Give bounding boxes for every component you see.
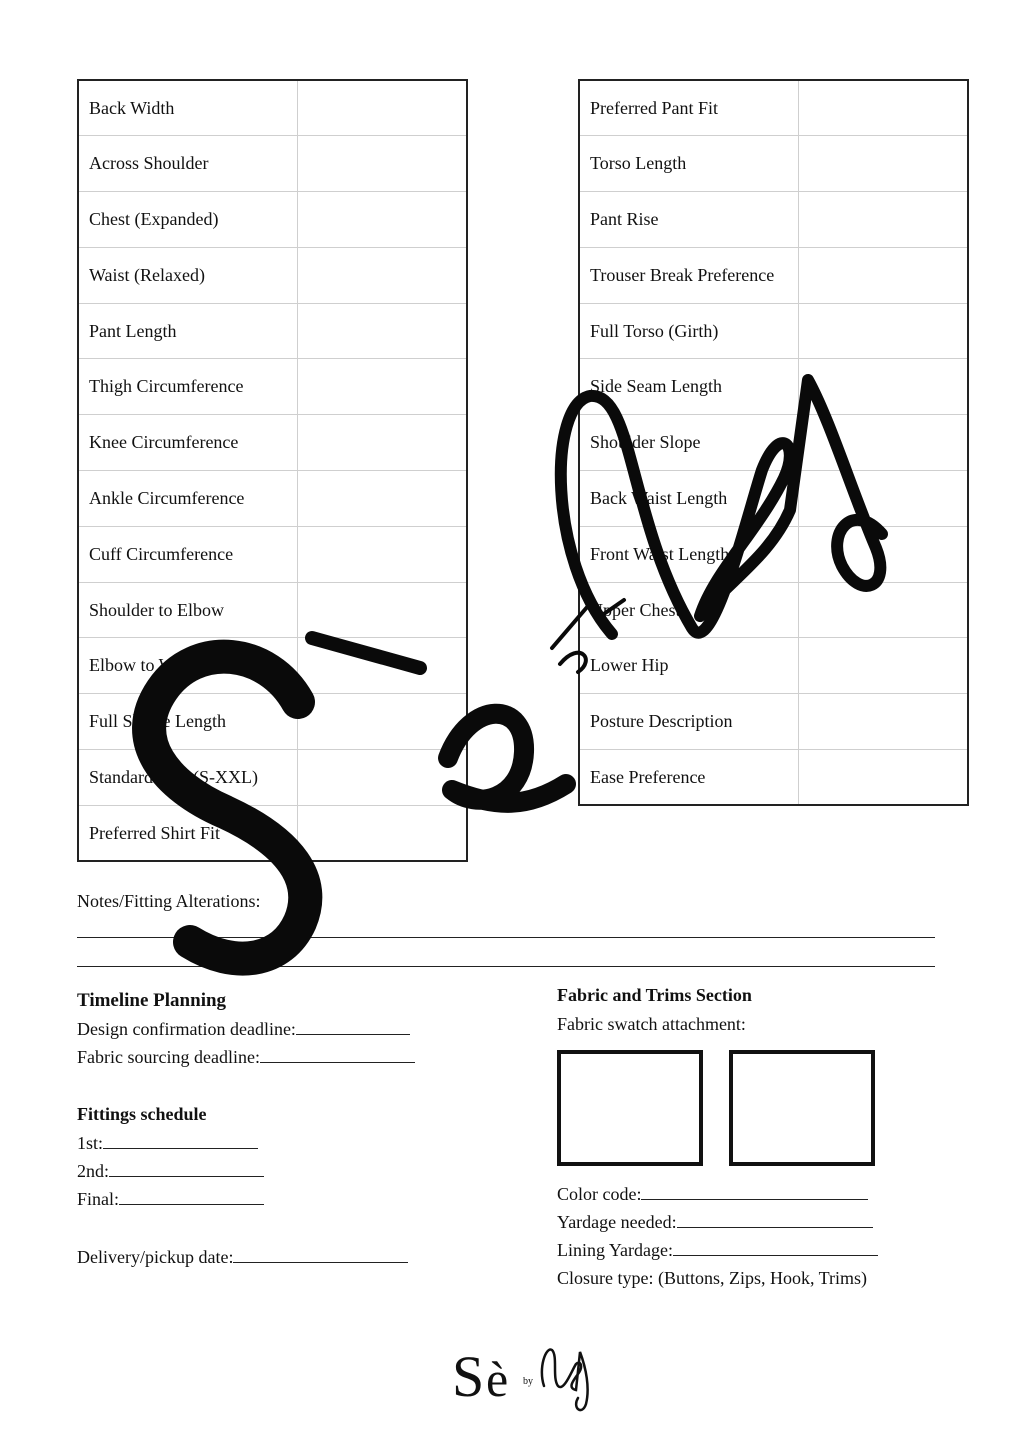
measurement-right-value-cell[interactable] bbox=[798, 750, 968, 806]
measurement-right-label: Ease Preference bbox=[590, 766, 706, 787]
measurement-right-label: Pant Rise bbox=[579, 192, 798, 248]
measurement-left-label: Knee Circumference bbox=[78, 415, 297, 471]
measurement-left-value-cell[interactable] bbox=[297, 750, 467, 806]
fitting-second-label: 2nd: bbox=[77, 1161, 110, 1181]
measurement-left-row bbox=[78, 303, 467, 359]
yardage-field[interactable] bbox=[677, 1212, 873, 1228]
measurement-right-row bbox=[579, 247, 968, 303]
measurement-right-value-cell[interactable] bbox=[798, 471, 968, 527]
fitting-first-row bbox=[77, 1133, 258, 1154]
fabric-title: Fabric and Trims Section bbox=[557, 985, 752, 1005]
svg-text:by: by bbox=[523, 1376, 533, 1387]
fitting-second-field[interactable] bbox=[109, 1161, 264, 1177]
delivery-field[interactable] bbox=[233, 1247, 408, 1263]
measurement-left-row bbox=[78, 638, 467, 694]
measurement-left-value-cell[interactable] bbox=[297, 471, 467, 527]
measurement-left-value-cell[interactable] bbox=[297, 638, 467, 694]
measurement-left-value-cell[interactable] bbox=[297, 694, 467, 750]
measurement-right-label: Lower Hip bbox=[579, 638, 798, 694]
lining-field[interactable] bbox=[673, 1240, 878, 1256]
measurement-left-label: Ankle Circumference bbox=[78, 471, 297, 527]
fittings-title: Fittings schedule bbox=[77, 1104, 207, 1124]
measurement-right-value-cell[interactable] bbox=[798, 192, 968, 248]
fabric-sourcing-label: Fabric sourcing deadline: bbox=[77, 1047, 260, 1067]
fitting-first-field[interactable] bbox=[103, 1133, 258, 1149]
measurement-left-value-cell[interactable] bbox=[297, 805, 467, 861]
measurement-right-label: Upper Chest bbox=[579, 582, 798, 638]
fitting-first-label: 1st: bbox=[77, 1133, 104, 1153]
design-confirmation-field[interactable] bbox=[296, 1019, 410, 1035]
fabric-sourcing-row bbox=[77, 1047, 415, 1068]
measurement-right-value-cell[interactable] bbox=[798, 359, 968, 415]
fitting-final-label: Final: bbox=[77, 1189, 120, 1209]
measurement-table-left bbox=[77, 79, 468, 862]
design-confirmation-label: Design confirmation deadline: bbox=[77, 1019, 296, 1039]
measurement-left-label: Preferred Shirt Fit bbox=[89, 822, 220, 843]
measurement-right-label: Side Seam Length bbox=[579, 359, 798, 415]
measurement-right-value-cell[interactable] bbox=[798, 303, 968, 359]
measurement-left-row bbox=[78, 526, 467, 582]
measurement-left-row bbox=[78, 694, 467, 750]
measurement-right-value-cell[interactable] bbox=[798, 526, 968, 582]
measurement-right-value-cell[interactable] bbox=[798, 694, 968, 750]
measurement-left-label: Waist (Relaxed) bbox=[78, 247, 297, 303]
fabric-sourcing-field[interactable] bbox=[260, 1047, 415, 1063]
measurement-left-value-cell[interactable] bbox=[297, 415, 467, 471]
color-code-row bbox=[557, 1184, 868, 1205]
measurement-left-row bbox=[78, 192, 467, 248]
measurement-right-value-cell[interactable] bbox=[798, 247, 968, 303]
measurement-left-row bbox=[78, 471, 467, 527]
measurement-left-label: Back Width bbox=[78, 80, 297, 136]
measurement-left-row bbox=[78, 415, 467, 471]
timeline-title: Timeline Planning bbox=[77, 990, 227, 1011]
measurement-left-value-cell[interactable] bbox=[297, 136, 467, 192]
measurement-right-value-cell[interactable] bbox=[798, 415, 968, 471]
measurement-left-row bbox=[78, 582, 467, 638]
yardage-label: Yardage needed: bbox=[557, 1212, 677, 1232]
footer-logo bbox=[448, 1328, 598, 1418]
measurement-left-value-cell[interactable] bbox=[297, 80, 467, 136]
measurement-left-value-cell[interactable] bbox=[297, 247, 467, 303]
design-confirmation-row bbox=[77, 1019, 410, 1040]
measurement-left-value-cell[interactable] bbox=[297, 192, 467, 248]
measurement-right-value-cell[interactable] bbox=[798, 80, 968, 136]
fitting-final-field[interactable] bbox=[119, 1189, 264, 1205]
measurement-right-row bbox=[579, 471, 968, 527]
measurement-right-row bbox=[579, 750, 968, 806]
measurement-table-right bbox=[578, 79, 969, 806]
measurement-right-label: Preferred Pant Fit bbox=[579, 80, 798, 136]
measurement-right-row bbox=[579, 303, 968, 359]
measurement-right-row bbox=[579, 582, 968, 638]
lining-row bbox=[557, 1240, 878, 1261]
measurement-right-label: Trouser Break Preference bbox=[579, 247, 798, 303]
measurement-left-label: Thigh Circumference bbox=[78, 359, 297, 415]
color-code-label: Color code: bbox=[557, 1184, 642, 1204]
measurement-left-row bbox=[78, 750, 467, 806]
measurement-left-value-cell[interactable] bbox=[297, 359, 467, 415]
measurement-right-label: Full Torso (Girth) bbox=[579, 303, 798, 359]
measurement-right-row bbox=[579, 694, 968, 750]
measurement-right-row bbox=[579, 136, 968, 192]
measurement-right-row bbox=[579, 359, 968, 415]
measurement-right-value-cell[interactable] bbox=[798, 582, 968, 638]
notes-line-2[interactable] bbox=[77, 966, 935, 967]
measurement-right-label: Torso Length bbox=[579, 136, 798, 192]
measurement-right-label: Back Waist Length bbox=[579, 471, 798, 527]
closure-type-label: Closure type: (Buttons, Zips, Hook, Trims) bbox=[557, 1268, 868, 1288]
measurement-right-row bbox=[579, 192, 968, 248]
fitting-second-row bbox=[77, 1161, 264, 1182]
lining-label: Lining Yardage: bbox=[557, 1240, 673, 1260]
measurement-right-value-cell[interactable] bbox=[798, 136, 968, 192]
measurement-left-row bbox=[78, 136, 467, 192]
notes-line-1[interactable] bbox=[77, 937, 935, 938]
measurement-right-row bbox=[579, 80, 968, 136]
measurement-left-label: Standard Size (S-XXL) bbox=[78, 750, 297, 806]
measurement-left-label: Chest (Expanded) bbox=[78, 192, 297, 248]
measurement-left-label: Elbow to Wrist bbox=[78, 638, 297, 694]
measurement-left-label: Across Shoulder bbox=[78, 136, 297, 192]
notes-label: Notes/Fitting Alterations: bbox=[77, 891, 261, 911]
measurement-left-row bbox=[78, 80, 467, 136]
measurement-left-row bbox=[78, 805, 467, 861]
measurement-left-value-cell[interactable] bbox=[297, 582, 467, 638]
measurement-right-label: Posture Description bbox=[579, 694, 798, 750]
measurement-right-row bbox=[579, 415, 968, 471]
measurement-left-label: Pant Length bbox=[78, 303, 297, 359]
measurement-left-label: Full Sleeve Length bbox=[78, 694, 297, 750]
measurement-left-label: Shoulder to Elbow bbox=[78, 582, 297, 638]
measurement-right-label: Shoulder Slope bbox=[579, 415, 798, 471]
fabric-swatch-box-2[interactable] bbox=[729, 1050, 875, 1166]
measurement-right-row bbox=[579, 638, 968, 694]
delivery-row bbox=[77, 1247, 408, 1268]
measurement-left-row bbox=[78, 247, 467, 303]
svg-text:è: è bbox=[486, 1351, 509, 1407]
measurement-left-value-cell[interactable] bbox=[297, 526, 467, 582]
svg-text:S: S bbox=[452, 1344, 485, 1409]
measurement-right-row bbox=[579, 526, 968, 582]
yardage-row bbox=[557, 1212, 873, 1233]
fitting-final-row bbox=[77, 1189, 264, 1210]
fabric-swatch-box-1[interactable] bbox=[557, 1050, 703, 1166]
measurement-left-row bbox=[78, 359, 467, 415]
measurement-right-value-cell[interactable] bbox=[798, 638, 968, 694]
measurement-right-label: Front Waist Length bbox=[579, 526, 798, 582]
measurement-left-label: Cuff Circumference bbox=[78, 526, 297, 582]
swatch-label: Fabric swatch attachment: bbox=[557, 1014, 746, 1034]
delivery-label: Delivery/pickup date: bbox=[77, 1247, 234, 1267]
color-code-field[interactable] bbox=[641, 1184, 868, 1200]
measurement-left-value-cell[interactable] bbox=[297, 303, 467, 359]
